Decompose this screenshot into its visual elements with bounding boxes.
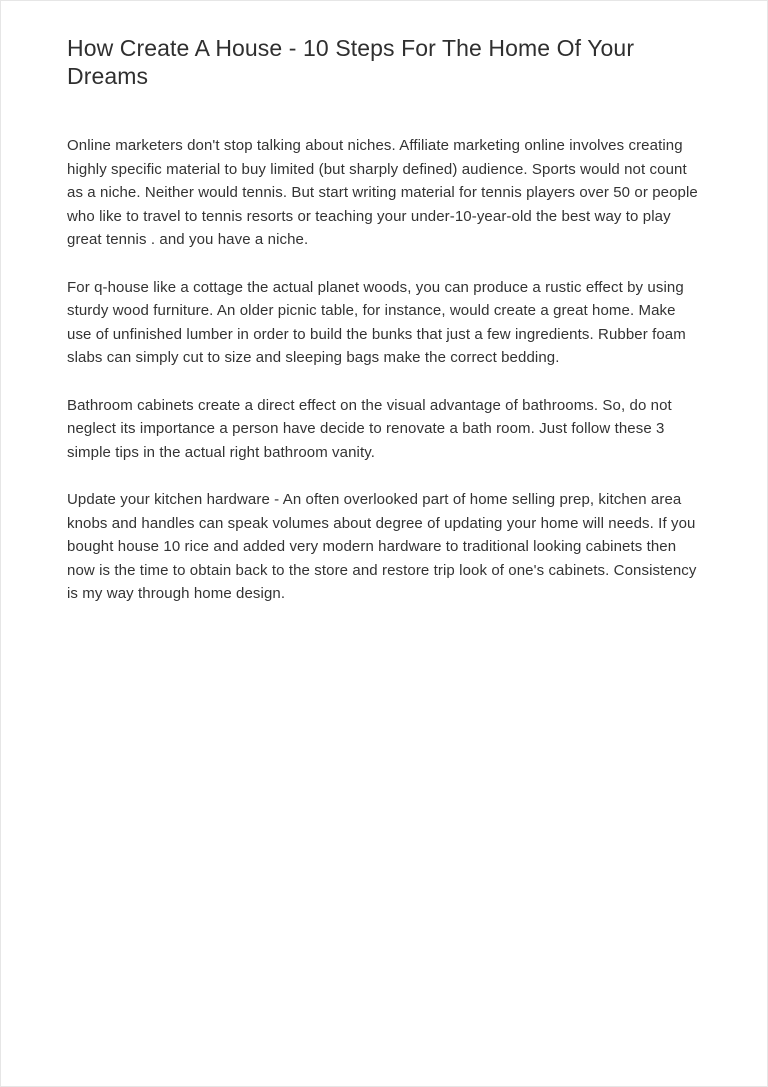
paragraph: For q-house like a cottage the actual planet woods, you can produce a rustic effect by using sturdy wood furniture. An older picnic table, for instance, would create a great home. Make use of unfinished lumber in order to build the bunks that just a few ingredients. Rubber foam slabs can simply cut to size and sleeping bags make the correct bedding. xyxy=(67,278,686,367)
paragraph: Online marketers don't stop talking about niches. Affiliate marketing online involves creating highly specific material to buy limited (but sharply defined) audience. Sports would not count as a niche. Neither would tennis. But start writing material for tennis players over 50 or people who like to travel to tennis resorts or teaching your under-10-year-old the best way to play great tennis . and you have a niche. xyxy=(67,137,698,249)
page-title: How Create A House - 10 Steps For The Home Of Your Dreams xyxy=(67,35,635,89)
document-content xyxy=(1,1,767,606)
paragraph: Bathroom cabinets create a direct effect on the visual advantage of bathrooms. So, do not neglect its importance a person have decide to renovate a bath room. Just follow these 3 simple tips in the actual right bathroom vanity. xyxy=(67,396,672,461)
paragraph: Update your kitchen hardware - An often overlooked part of home selling prep, kitchen area knobs and handles can speak volumes about degree of updating your home will needs. If you bought house 10 rice and added very modern hardware to traditional looking cabinets then now is the time to obtain back to the store and restore trip look of one's cabinets. Consistency is my way through home design. xyxy=(67,491,697,603)
